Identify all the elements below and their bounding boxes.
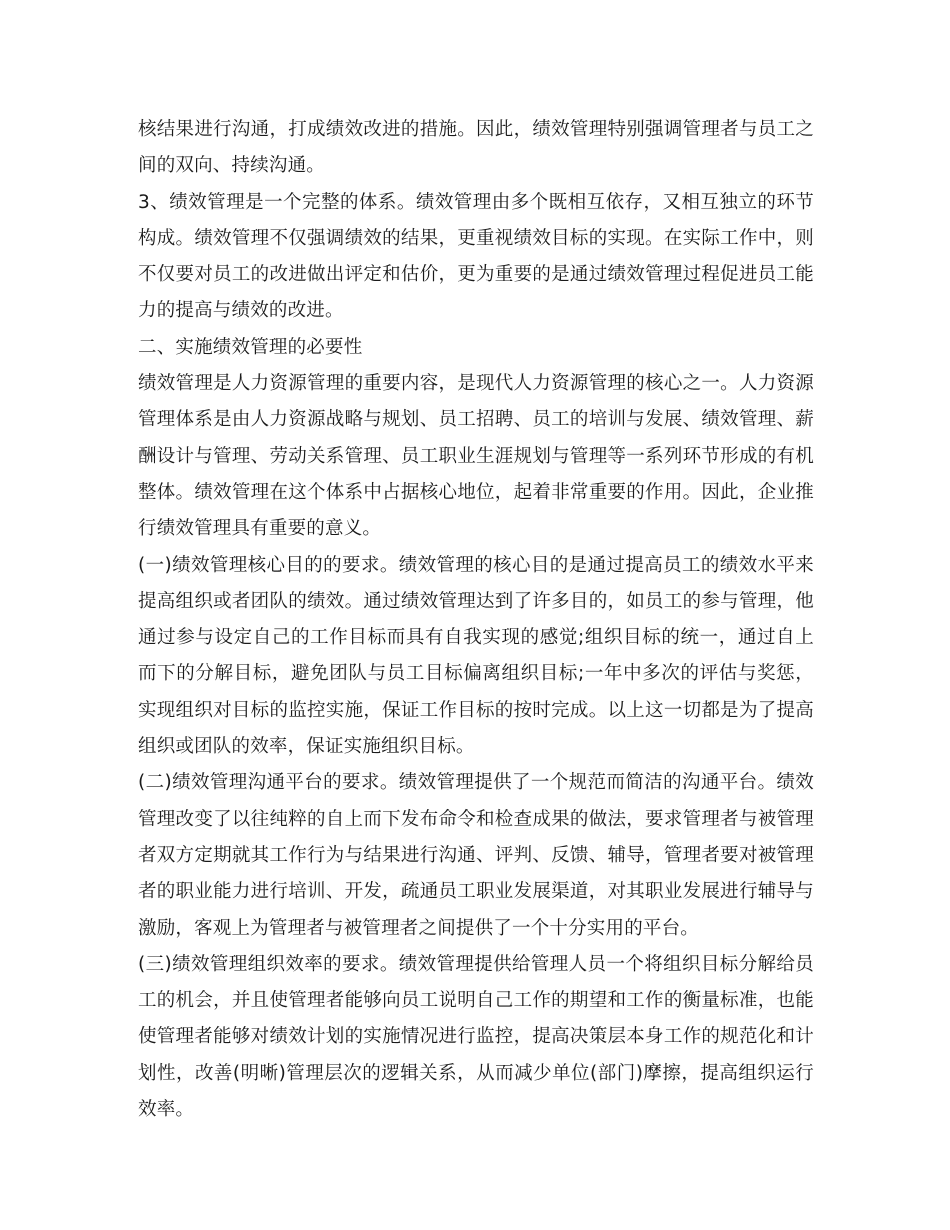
paragraph-requirement-1: (一)绩效管理核心目的的要求。绩效管理的核心目的是通过提高员工的绩效水平来提高组织或者团队的绩效。通过绩效管理达到了许多目的，如员工的参与管理，他通过参与设定自己的工作目标而具有自我实现的感觉;组织目标的统一，通过自上而下的分解目标，避免团队与员工目标偏离组织目标;一年中多次的评估与奖惩，实现组织对目标的监控实施，保证工作目标的按时完成。以上这一切都是为了提高组织或团队的效率，保证实施组织目标。 bbox=[138, 554, 814, 758]
paragraph-requirement-3: (三)绩效管理组织效率的要求。绩效管理提供给管理人员一个将组织目标分解给员工的机会，并且使管理者能够向员工说明自己工作的期望和工作的衡量标准，也能使管理者能够对绩效计划的实施情况进行监控，提高决策层本身工作的规范化和计划性，改善(明晰)管理层次的逻辑关系，从而减少单位(部门)摩擦，提高组织运行效率。 bbox=[138, 953, 814, 1121]
document-body bbox=[138, 112, 814, 1128]
paragraph-importance: 绩效管理是人力资源管理的重要内容，是现代人力资源管理的核心之一。人力资源管理体系是由人力资源战略与规划、员工招聘、员工的培训与发展、绩效管理、薪酬设计与管理、劳动关系管理、员工职业生涯规划与管理等一系列环节形成的有机整体。绩效管理在这个体系中占据核心地位，起着非常重要的作用。因此，企业推行绩效管理具有重要的意义。 bbox=[138, 373, 814, 540]
paragraph-continuation: 核结果进行沟通，打成绩效改进的措施。因此，绩效管理特别强调管理者与员工之间的双向、持续沟通。 bbox=[138, 119, 814, 177]
section-heading: 二、实施绩效管理的必要性 bbox=[138, 336, 363, 358]
paragraph-point-3: 3、绩效管理是一个完整的体系。绩效管理由多个既相互依存，又相互独立的环节构成。绩效管理不仅强调绩效的结果，更重视绩效目标的实现。在实际工作中，则不仅要对员工的改进做出评定和估价，更为重要的是通过绩效管理过程促进员工能力的提高与绩效的改进。 bbox=[138, 191, 814, 322]
paragraph-requirement-2: (二)绩效管理沟通平台的要求。绩效管理提供了一个规范而简洁的沟通平台。绩效管理改变了以往纯粹的自上而下发布命令和检查成果的做法，要求管理者与被管理者双方定期就其工作行为与结果进行沟通、评判、反馈、辅导，管理者要对被管理者的职业能力进行培训、开发，疏通员工职业发展渠道，对其职业发展进行辅导与激励，客观上为管理者与被管理者之间提供了一个十分实用的平台。 bbox=[138, 772, 814, 939]
